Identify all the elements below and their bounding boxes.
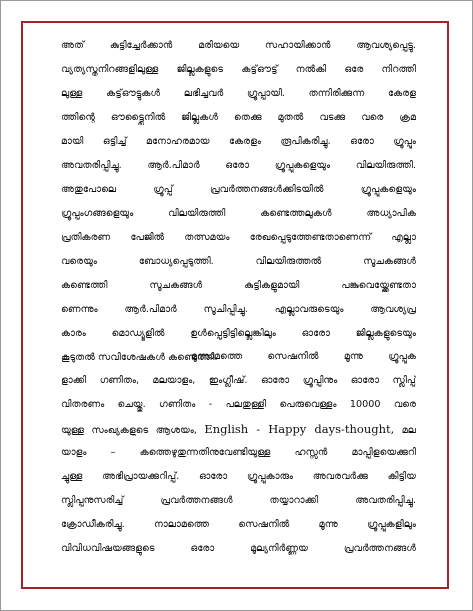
text-line: അതുപോലെ ഗ്രൂപ്പ് പ്രവർത്തനങ്ങൾക്കിടയിൽ ഗ്രൂപ്പുകളെയും bbox=[61, 184, 416, 195]
text-line-mixed bbox=[61, 422, 416, 436]
text-line: ഗ്രൂപ്പംഗങ്ങളെയും വിലയിരുത്തി കണ്ടെത്തലുകൾ അധ്യാപിക bbox=[61, 208, 416, 219]
text-line: വ്യത്യസ്തനിറങ്ങളിലുള്ള ജില്ലകളുടെ കട്ട്ഔട്ട് നൽകി ഒരേ നിറത്തി bbox=[61, 64, 416, 75]
text-line: വിവിധവിഷയങ്ങളുടെ ഒരോ മൂല്യനിർണ്ണയ പ്രവർത്തനങ്ങൾ bbox=[61, 543, 416, 554]
text-line: കൂടുതൽ സവിശേഷകൾ കണ്ടെത്തി. bbox=[61, 352, 218, 363]
text-segment: യുള്ള സംഖ്യകളുടെ ആശയം, bbox=[61, 425, 197, 436]
text-line: യാളം – കത്തെഴുതുന്നതിനുവേണ്ടിയുള്ള ഹസ്സൻ മാപ്പിളയെക്കുറി bbox=[61, 447, 416, 458]
text-line: ച്ചുള്ള അഭിപ്രായക്കുറിപ്പ്. ഓരോ ഗ്രൂപ്പുകാരും അവരവർക്കു കിട്ടിയ bbox=[61, 471, 416, 482]
text-line: അവതരിപ്പിച്ചു. ആർ.പിമാർ ഒരോ ഗ്രൂപ്പുകളെയും വിലയിരുത്തി. bbox=[61, 160, 416, 171]
text-line: സ്ലിപ്പനുസരിച്ച് പ്രവർത്തനങ്ങൾ തയ്യാറാക്കി അവതരിപ്പിച്ചു. bbox=[61, 495, 416, 506]
english-phrase: English - Happy days-thought, bbox=[204, 422, 395, 436]
text-line: ത്തിന്റെ ഔട്ട്ലൈനിൽ ജില്ലകൾ തെക്കു മുതൽ വടക്കു വരെ ക്രമ bbox=[61, 112, 416, 123]
text-line: കണ്ടെത്തി സൂചകങ്ങൾ കുട്ടികളുമായി പങ്കുവെയ്ക്കേണ്ടതാ bbox=[61, 280, 416, 291]
text-line: അത് കുട്ടിച്ചേർക്കാൻ മരിയയെ സഹായിക്കാൻ ആവശ്യപ്പെട്ടു. bbox=[61, 40, 416, 51]
text-segment: മല bbox=[401, 425, 416, 436]
text-line: കാരം മൊഡ്യൂളിൽ ഉൾപ്പെട്ടിട്ടില്ലെങ്കിലും ഓരോ ജില്ലകളുടെയും bbox=[61, 328, 416, 339]
text-line: മൂന്നാമത്തെ സെഷനിൽ മൂന്നു ഗ്രൂപ്പുക bbox=[191, 351, 416, 362]
text-line: ളാക്കി ഗണിതം, മലയാളം, ഇംഗ്ലീഷ്. ഓരോ ഗ്രൂപ്പിനും ഓരോ സ്ലിപ്പ് bbox=[61, 375, 416, 386]
text-line: പ്രതികരണ പേജിൽ തത്സമയം രേഖപ്പെടുത്തേണ്ടതാണെന്ന് എല്ലാ bbox=[61, 232, 416, 243]
text-line: ക്രോഡീകരിച്ചു. നാലാമത്തെ സെഷനിൽ മൂന്നു ഗ്രൂപ്പുകളിലും bbox=[61, 519, 416, 530]
text-line: വരെയും ബോധ്യപ്പെടുത്തി. വിലയിരുത്തൽ സൂചകങ്ങൾ bbox=[61, 256, 416, 267]
text-line: ണെന്നും ആർ.പിമാർ സൂചിപ്പിച്ചു. എല്ലാവരുടെയും ആവശ്യപ്ര bbox=[61, 304, 416, 315]
text-line: വിതരണം ചെയ്തു. ഗണിതം - പലതുള്ളി പെരുവെള്ളം 10000 വരെ bbox=[61, 399, 416, 410]
text-line: ലുള്ള കട്ട്ഔട്ടുകൾ ലഭിച്ചവർ ഗ്രൂപ്പായി. തന്നിരിക്കുന്ന കേരള bbox=[61, 88, 416, 99]
text-line: മായി ഒട്ടിച്ച് മനോഹരമായ കേരളം രൂപികരിച്ചു. ഒരോ ഗ്രൂപ്പും bbox=[61, 136, 416, 147]
